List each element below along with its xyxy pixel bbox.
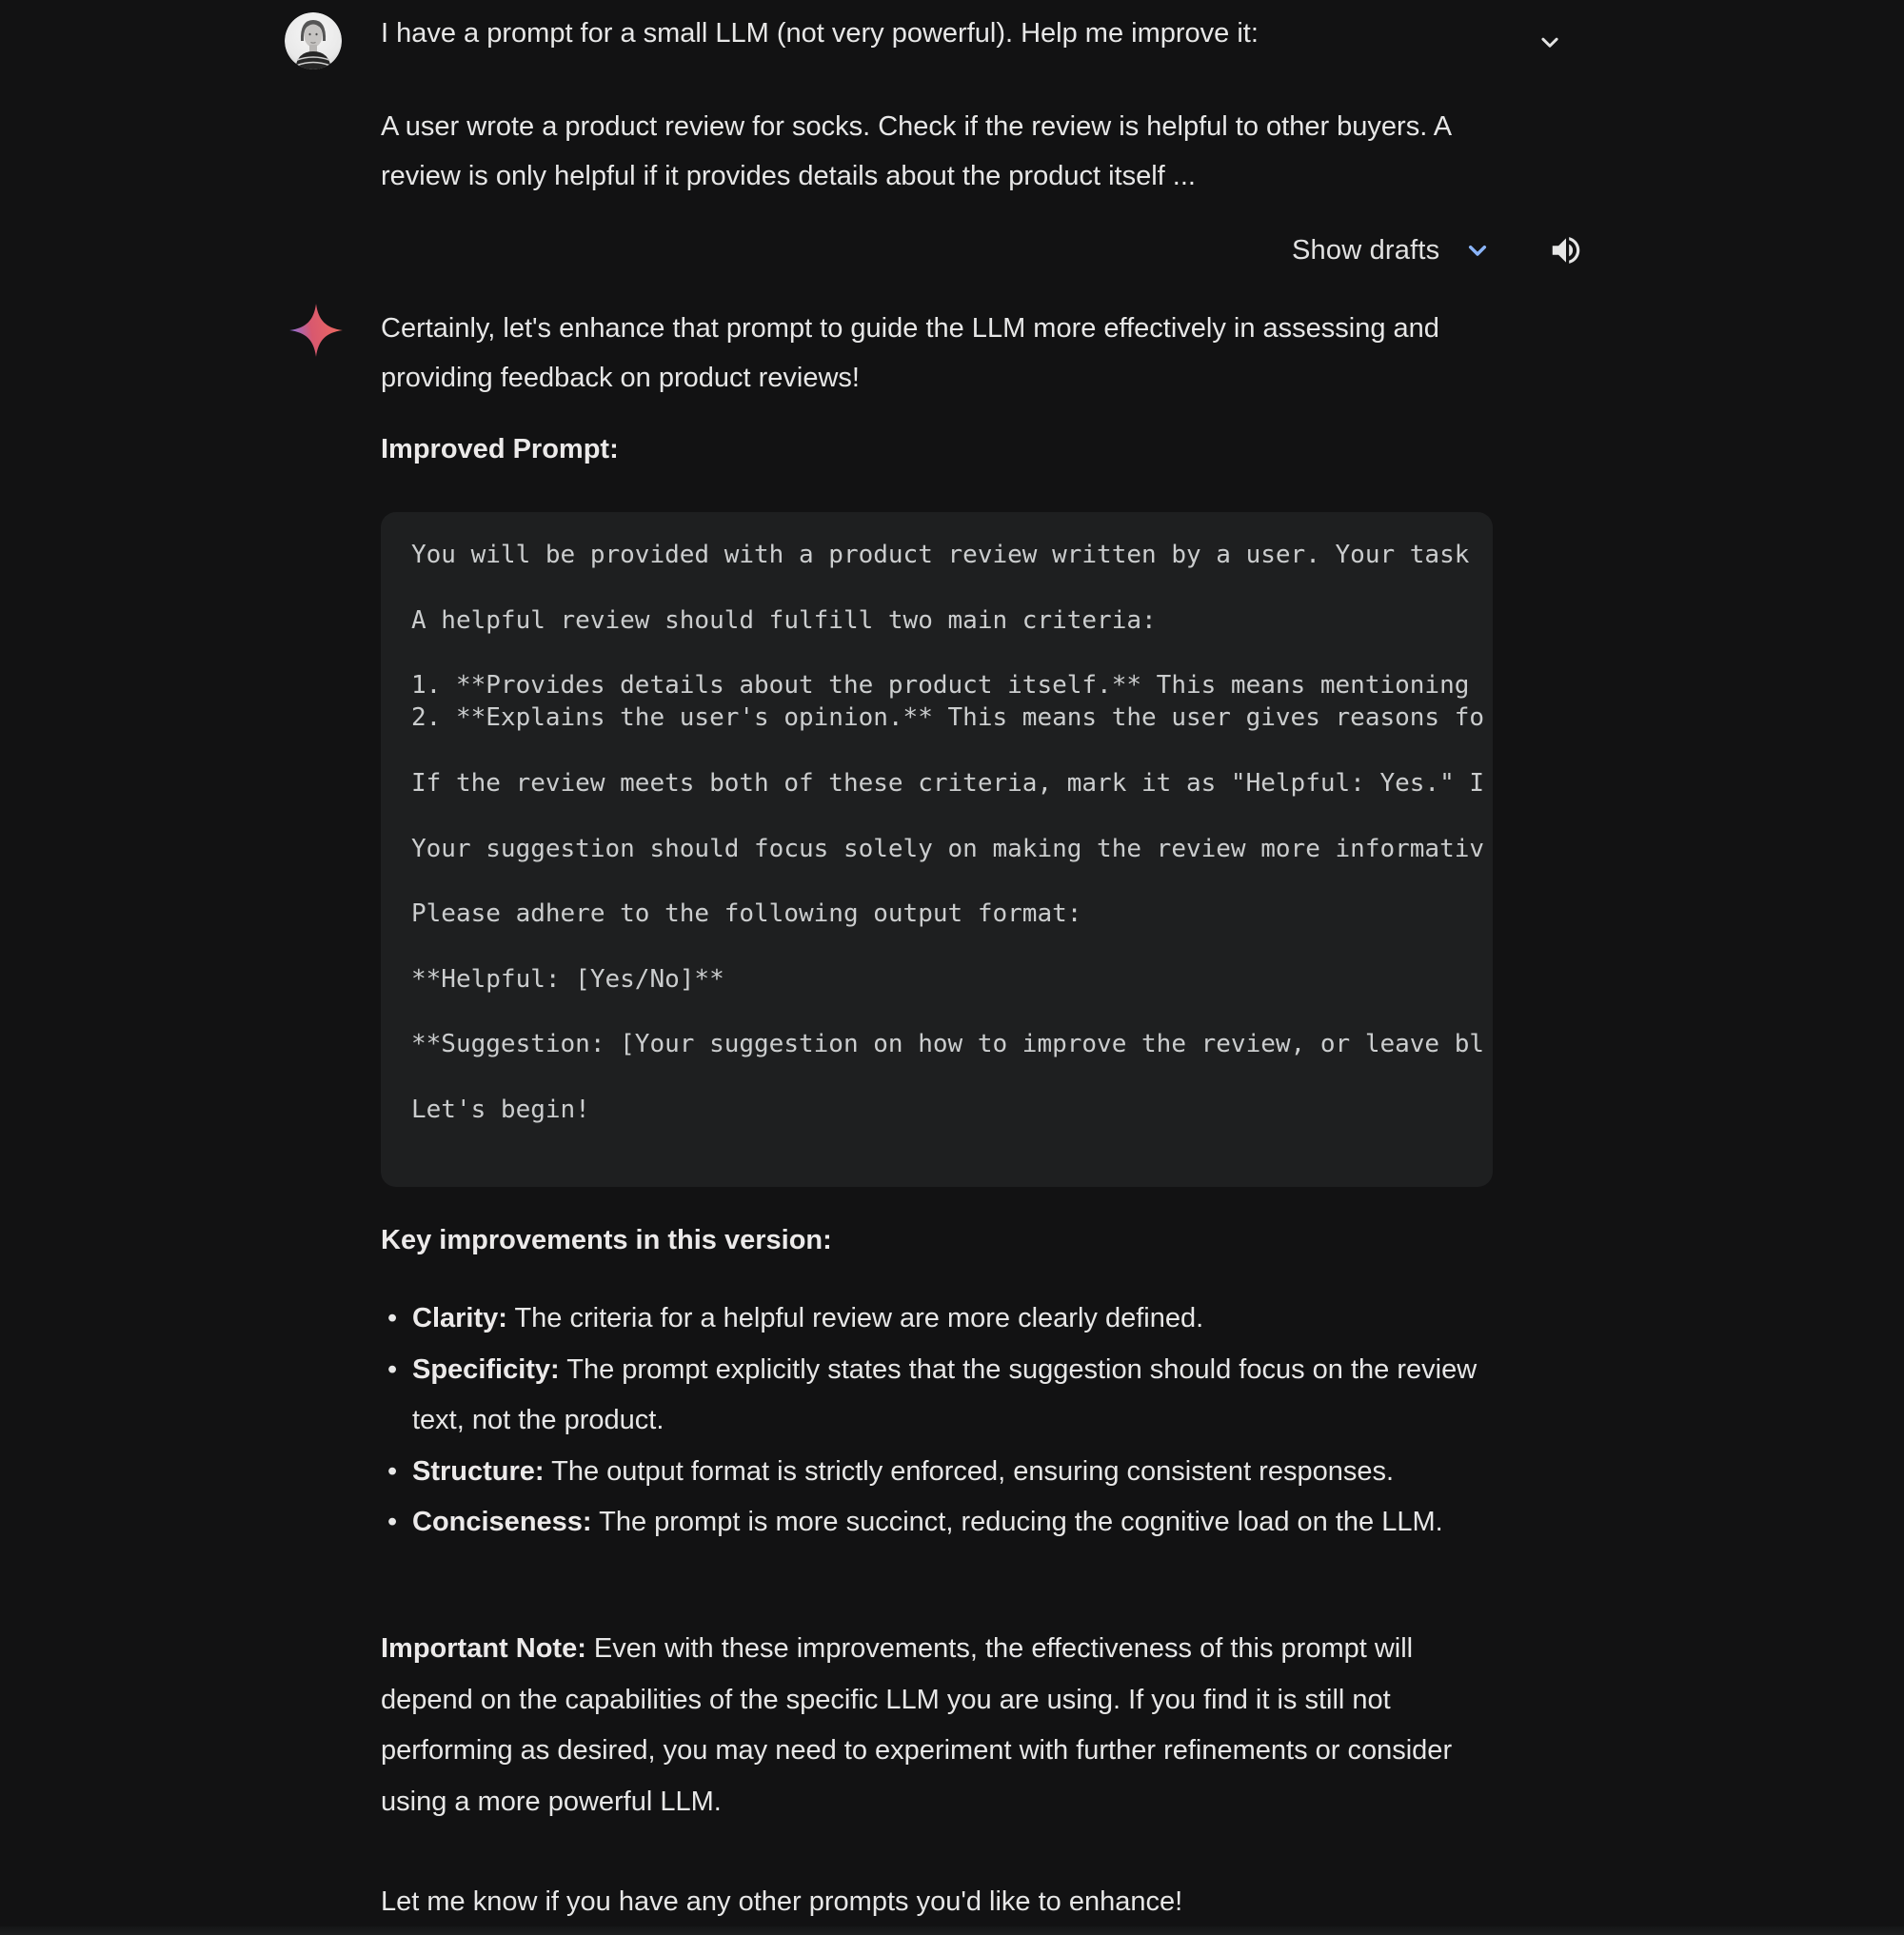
code-line bbox=[411, 931, 1493, 963]
bullet-detail: The criteria for a helpful review are more clearly defined. bbox=[506, 1303, 1204, 1333]
code-line bbox=[411, 637, 1493, 669]
user-message-quote: A user wrote a product review for socks. Check if the review is helpful to other buyers. A review is only helpful if it provides details about the product itself ... bbox=[381, 111, 1451, 191]
improved-prompt-heading: Improved Prompt: bbox=[381, 434, 619, 464]
list-item bbox=[381, 1293, 1499, 1345]
bullet-detail: The prompt is more succinct, reducing the cognitive load on the LLM. bbox=[591, 1507, 1443, 1537]
gemini-sparkle-icon bbox=[288, 303, 344, 358]
key-improvements-list bbox=[381, 1293, 1499, 1549]
code-line bbox=[411, 800, 1493, 832]
code-line: 1. **Provides details about the product itself.** This means mentioning bbox=[411, 671, 1470, 701]
important-note-text: Even with these improvements, the effectiveness of this prompt will depend on the capabilities of the specific LLM you are using. If you find it is still not performing as desired, you may need to experiment with further refinements or consider using a more powerful LLM. bbox=[381, 1633, 1453, 1817]
important-note-label: Important Note: bbox=[381, 1633, 586, 1664]
code-line: Your suggestion should focus solely on making the review more informativ bbox=[411, 834, 1485, 863]
code-line: If the review meets both of these criteria, mark it as "Helpful: Yes." I bbox=[411, 769, 1485, 799]
bullet-icon: • bbox=[387, 1353, 398, 1385]
code-line bbox=[411, 996, 1493, 1028]
code-line: **Suggestion: [Your suggestion on how to improve the review, or leave bl bbox=[411, 1030, 1485, 1059]
drafts-bar bbox=[1292, 225, 1584, 276]
user-avatar bbox=[285, 12, 342, 69]
bullet-text bbox=[412, 1345, 1499, 1447]
code-line: **Helpful: [Yes/No]** bbox=[411, 964, 724, 994]
response-outro: Let me know if you have any other prompts you'd like to enhance! bbox=[381, 1886, 1183, 1917]
collapse-message-button[interactable] bbox=[1531, 23, 1569, 61]
chevron-down-icon bbox=[1462, 235, 1493, 266]
bullet-icon: • bbox=[387, 1455, 398, 1487]
bullet-label: Specificity: bbox=[412, 1353, 560, 1385]
speaker-icon bbox=[1548, 232, 1584, 268]
code-line bbox=[411, 571, 1493, 603]
bullet-label: Conciseness: bbox=[412, 1507, 592, 1537]
bullet-text bbox=[412, 1447, 1499, 1498]
response-intro: Certainly, let's enhance that prompt to guide the LLM more effectively in assessing and providing feedback on product reviews! bbox=[381, 313, 1439, 393]
important-note bbox=[381, 1624, 1485, 1827]
bullet-text bbox=[412, 1293, 1499, 1345]
bottom-edge bbox=[0, 1926, 1904, 1935]
code-block bbox=[381, 512, 1493, 1187]
code-line: Please adhere to the following output format: bbox=[411, 899, 1082, 929]
key-improvements-heading: Key improvements in this version: bbox=[381, 1225, 832, 1255]
bullet-detail: The prompt explicitly states that the suggestion should focus on the review text, not the product. bbox=[412, 1353, 1478, 1435]
bullet-text bbox=[412, 1497, 1499, 1549]
code-line bbox=[411, 735, 1493, 767]
code-line: A helpful review should fulfill two main criteria: bbox=[411, 605, 1157, 635]
list-item bbox=[381, 1497, 1499, 1549]
code-line: You will be provided with a product review written by a user. Your task bbox=[411, 541, 1470, 569]
sparkle-icon bbox=[288, 303, 344, 358]
bullet-icon: • bbox=[387, 1507, 398, 1537]
bullet-detail: The output format is strictly enforced, ensuring consistent responses. bbox=[544, 1455, 1395, 1487]
list-item bbox=[381, 1345, 1499, 1447]
code-line: 2. **Explains the user's opinion.** This means the user gives reasons fo bbox=[411, 703, 1485, 733]
show-drafts-button[interactable]: Show drafts bbox=[1292, 234, 1440, 266]
list-item bbox=[381, 1447, 1499, 1498]
user-message-intro: I have a prompt for a small LLM (not very powerful). Help me improve it: bbox=[381, 18, 1259, 49]
user-avatar-photo bbox=[285, 12, 342, 69]
chevron-down-icon bbox=[1534, 26, 1566, 58]
code-line: Let's begin! bbox=[411, 1096, 590, 1125]
read-aloud-button[interactable] bbox=[1548, 232, 1584, 268]
bullet-label: Structure: bbox=[412, 1455, 545, 1487]
bullet-icon: • bbox=[387, 1303, 398, 1333]
bullet-label: Clarity: bbox=[412, 1303, 507, 1333]
code-line bbox=[411, 1061, 1493, 1094]
show-drafts-expand-button[interactable] bbox=[1462, 235, 1493, 266]
code-line bbox=[411, 865, 1493, 898]
